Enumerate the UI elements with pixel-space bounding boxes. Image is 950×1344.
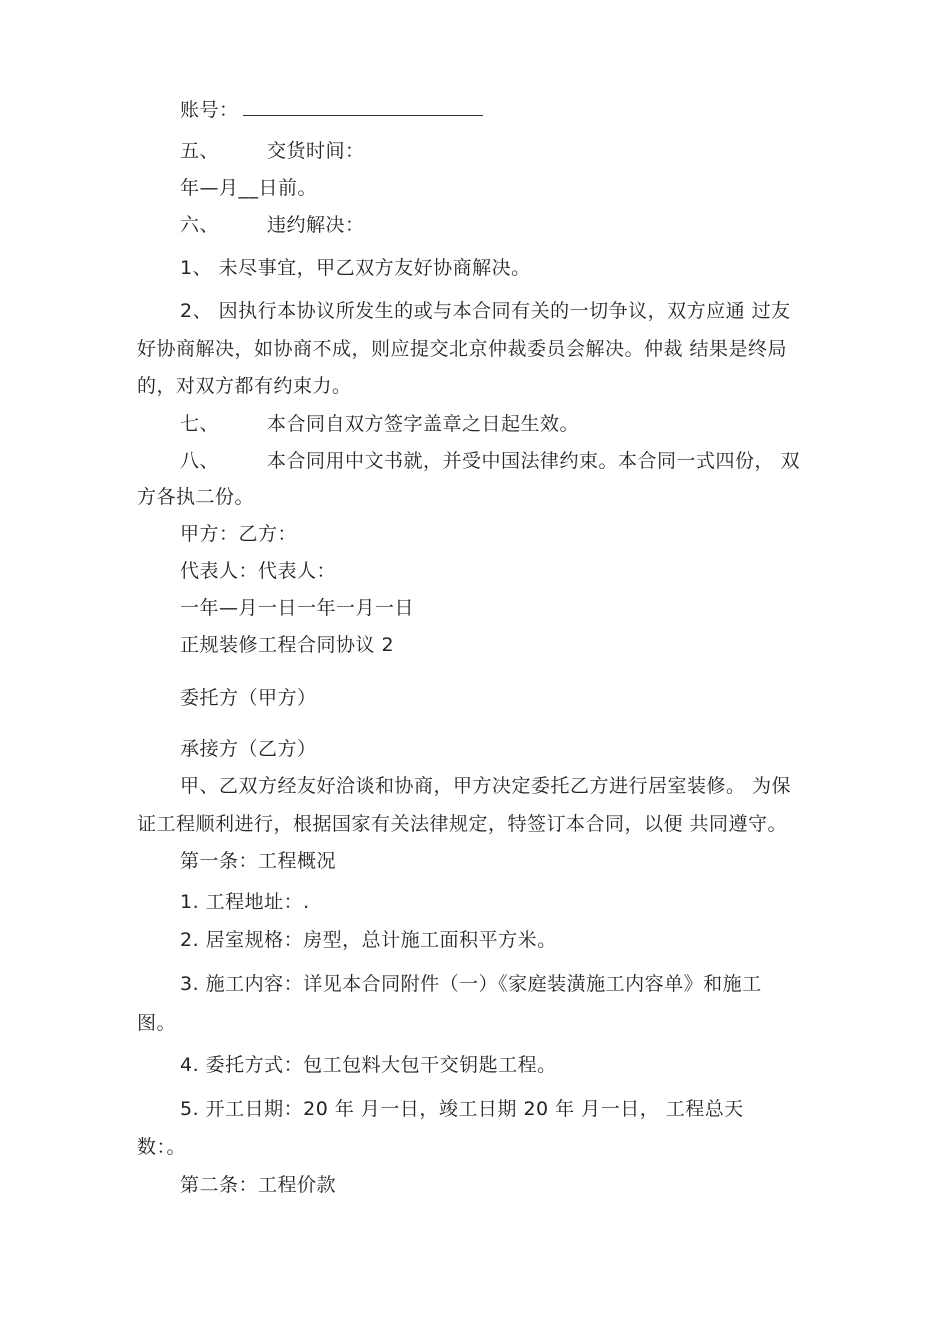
signature-date-line: 一年—月一日一年一月一日 bbox=[180, 597, 415, 619]
section-8-line-2: 方各执二份。 bbox=[137, 486, 255, 508]
article-1-title: 第一条：工程概况 bbox=[180, 850, 337, 872]
contract-2-title: 正规装修工程合同协议 2 bbox=[180, 634, 395, 656]
party-line: 甲方：乙方： bbox=[180, 523, 298, 545]
section-6-title: 违约解决： bbox=[267, 214, 365, 236]
section-6-item-2-line-3: 的，对双方都有约束力。 bbox=[137, 375, 352, 397]
section-6-item-2-line-1: 2、 因执行本协议所发生的或与本合同有关的一切争议，双方应通 过友 bbox=[180, 300, 791, 322]
representative-line: 代表人：代表人： bbox=[180, 560, 337, 582]
delivery-date: 年—月__日前。 bbox=[180, 177, 318, 199]
account-label: 账号： bbox=[180, 99, 239, 121]
article-1-item-5-line-1: 5. 开工日期：20 年 月一日，竣工日期 20 年 月一日， 工程总天 bbox=[180, 1098, 744, 1120]
section-7-text: 本合同自双方签字盖章之日起生效。 bbox=[267, 413, 580, 435]
section-8-text: 本合同用中文书就，并受中国法律约束。本合同一式四份， 双 bbox=[267, 450, 801, 472]
client-party: 委托方（甲方） bbox=[180, 687, 317, 709]
article-1-item-1: 1. 工程地址：. bbox=[180, 891, 310, 913]
section-5-heading bbox=[180, 139, 365, 163]
account-blank bbox=[243, 99, 483, 116]
section-6-item-1: 1、 未尽事宜，甲乙双方友好协商解决。 bbox=[180, 257, 531, 279]
account-line bbox=[180, 98, 483, 122]
article-1-item-5-line-2: 数：。 bbox=[137, 1136, 187, 1158]
section-5-title: 交货时间： bbox=[267, 140, 365, 162]
section-6-item-2-line-2: 好协商解决，如协商不成，则应提交北京仲裁委员会解决。仲裁 结果是终局 bbox=[137, 338, 788, 360]
article-2-title: 第二条：工程价款 bbox=[180, 1174, 337, 1196]
section-7 bbox=[180, 412, 579, 436]
intro-line-1: 甲、乙双方经友好洽谈和协商，甲方决定委托乙方进行居室装修。 为保 bbox=[180, 775, 792, 797]
contractor-party: 承接方（乙方） bbox=[180, 738, 317, 760]
article-1-item-4: 4. 委托方式：包工包料大包干交钥匙工程。 bbox=[180, 1054, 557, 1076]
section-6-number: 六、 bbox=[180, 214, 220, 236]
section-7-number: 七、 bbox=[180, 413, 220, 435]
section-8-number: 八、 bbox=[180, 450, 220, 472]
article-1-item-2: 2. 居室规格：房型，总计施工面积平方米。 bbox=[180, 929, 557, 951]
article-1-item-3-line-1: 3. 施工内容：详见本合同附件（一）《家庭装潢施工内容单》和施工 bbox=[180, 973, 762, 995]
section-6-heading bbox=[180, 213, 365, 237]
intro-line-2: 证工程顺利进行，根据国家有关法律规定，特签订本合同，以便 共同遵守。 bbox=[137, 813, 788, 835]
article-1-item-3-line-2: 图。 bbox=[137, 1012, 177, 1034]
section-8 bbox=[180, 449, 800, 473]
section-5-number: 五、 bbox=[180, 140, 220, 162]
